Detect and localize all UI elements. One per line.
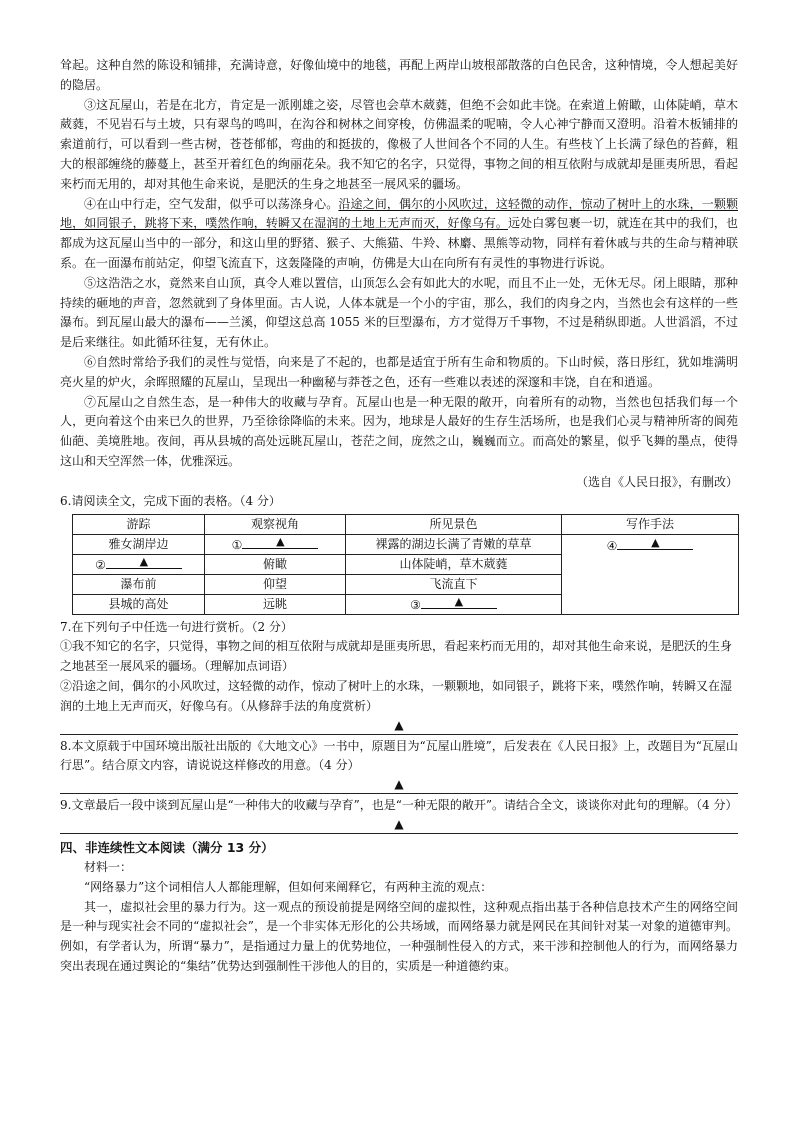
answer-rule — [60, 833, 738, 834]
answer-blank[interactable] — [421, 595, 497, 609]
table-header: 写作手法 — [562, 514, 739, 534]
answer-rule — [60, 793, 738, 794]
answer-blank[interactable] — [106, 555, 182, 569]
material-paragraph-1: “网络暴力”这个词相信人人都能理解，但如何来阐释它，有两种主流的观点： — [84, 879, 493, 894]
table-header: 观察视角 — [205, 514, 346, 534]
question-6-prompt: 6.请阅读全文，完成下面的表格。（4 分） — [60, 493, 281, 508]
answer-line-8[interactable]: ▲ — [394, 777, 404, 792]
answer-marker: ▲ — [454, 594, 464, 608]
answer-marker: ▲ — [651, 535, 660, 549]
table-row — [73, 534, 739, 554]
question-9-prompt: 9.文章最后一段中谈到瓦屋山是“一种伟大的收藏与孕育”，也是“一种无限的敞开”。请结合全文，谈谈你对此句的理解。（4 分） — [60, 798, 738, 813]
answer-line-9[interactable]: ▲ — [394, 816, 404, 831]
table-cell: 飞流直下 — [346, 574, 562, 594]
travel-table — [72, 514, 739, 615]
answer-rule — [60, 734, 738, 735]
table-header-row — [73, 514, 739, 534]
passage-paragraph-6: ⑥自然时常给予我们的灵性与觉悟，向来是了不起的，也都是适宜于所有生命和物质的。下山时候，落日彤红，犹如堆满明亮火星的炉火，余晖照耀的瓦屋山，呈现出一种幽秘与莽苍之色，还有一些难以表述的深邃和丰饶，自在和逍遥。 — [60, 354, 738, 389]
table-cell-blank-2[interactable]: ② ▲ — [73, 554, 205, 574]
table-header: 游踪 — [73, 514, 205, 534]
table-cell: 瀑布前 — [73, 574, 205, 594]
question-7-option-1: ①我不知它的名字，只觉得，事物之间的相互依附与成就却是匪夷所思，看起来朽而无用的，却对其他生命来说，是肥沃的生身之地甚至一展风采的疆场。（理解加点词语） — [60, 639, 733, 674]
section-4-heading: 四、非连续性文本阅读（满分 13 分） — [60, 839, 274, 855]
answer-blank[interactable] — [617, 536, 693, 550]
table-cell: 仰望 — [205, 574, 346, 594]
answer-marker: ▲ — [276, 534, 285, 548]
answer-marker: ▲ — [139, 554, 149, 568]
table-cell: 雅女湖岸边 — [73, 534, 205, 554]
source-note: （选自《人民日报》，有删改） — [575, 474, 738, 489]
question-7-option-2: ②沿途之间，偶尔的小风吹过，这轻微的动作，惊动了树叶上的水珠，一颗颗地，如同银子，跳将下来，噗然作响，转瞬又在湿润的土地上无声而灭，好像乌有。（从修辞手法的角度赏析） — [60, 678, 733, 713]
paragraph-4-rest: 远处白雾包裹一切，就连在其中的我们，也都成为这瓦屋山当中的一部分，和这山里的野猪、猴子、大熊猫、牛羚、林麝、黑熊等动物，同样有着休戚与共的生命与精神联系。在一面瀑布前站定，仰望飞流直下，这轰隆隆的声响，仿佛是大山在向所有有灵性的事物进行诉说。 — [60, 216, 738, 270]
table-cell-blank-4[interactable]: ④ ▲ — [562, 534, 739, 614]
table-cell: 裸露的湖边长满了青嫩的草草 — [346, 534, 562, 554]
table-cell: 远眺 — [205, 594, 346, 614]
question-7-prompt: 7.在下列句子中任选一句进行赏析。（2 分） — [60, 619, 293, 634]
passage-paragraph-continued: 耸起。这种自然的陈设和铺排，充满诗意，好像仙境中的地毯，再配上两岸山坡根部散落的白色民舍，这种情境，令人想起美好的隐居。 — [60, 58, 738, 92]
table-cell-blank-1[interactable]: ① ▲ — [205, 534, 346, 554]
table-header: 所见景色 — [346, 514, 562, 534]
material-label: 材料一： — [84, 859, 133, 874]
underlined-sentence: 沿途之间，偶尔的小风吹过，这轻微的动作，惊动了树叶上的水珠，一颗颗地，如同银子，跳将下来，噗然作响，转瞬又在湿润的土地上无声而灭，好像乌有。 — [60, 196, 738, 231]
table-cell-blank-3[interactable]: ③ ▲ — [346, 594, 562, 614]
passage-paragraph-7: ⑦瓦屋山之自然生态，是一种伟大的收藏与孕育。瓦屋山也是一种无限的敞开，向着所有的动物，当然也包括我们每一个人，更向着这个由来已久的世界，乃至徐徐降临的未来。因为，地球是人最好的生存生活场所，也是我们心灵与精神所寄的阆苑仙葩、美境胜地。夜间，再从县城的高处远眺瓦屋山，苍茫之间，庞然之山，巍巍而立。而高处的繁星，似乎飞舞的墨点，使得这山和天空浑然一体，优雅深远。 — [60, 394, 738, 468]
answer-blank[interactable] — [242, 535, 318, 549]
passage-paragraph-4 — [60, 195, 738, 274]
question-8-prompt: 8.本文原载于中国环境出版社出版的《大地文心》一书中，原题目为“瓦屋山胜境”，后发表在《人民日报》上，改题目为“瓦屋山行思”。结合原文内容，请说说这样修改的用意。（4 分） — [60, 738, 738, 773]
table-cell: 俯瞰 — [205, 554, 346, 574]
material-paragraph-2: 其一，虚拟社会里的暴力行为。这一观点的预设前提是网络空间的虚拟性，这种观点指出基于各种信息技术产生的网络空间是一种与现实社会不同的“虚拟社会”，是一个非实体无形化的公共场域，而网络暴力就是网民在其间针对某一对象的道德审判。例如，有学者认为，所谓“暴力”，是指通过力量上的优势地位，一种强制性侵入的方式，来干涉和控制他人的行为，而网络暴力突出表现在通过舆论的“集结”优势达到强制性干涉他人的目的，实质是一种道德约束。 — [60, 899, 738, 973]
table-cell: 县城的高处 — [73, 594, 205, 614]
table-cell: 山体陡峭，草木葳蕤 — [346, 554, 562, 574]
passage-paragraph-3: ③这瓦屋山，若是在北方，肯定是一派刚雄之姿，尽管也会草木葳蕤，但绝不会如此丰饶。在索道上俯瞰，山体陡峭，草木葳蕤，不见岩石与土坡，只有翠鸟的鸣叫，在沟谷和树林之间穿梭，仿佛温柔的呢喃，令人心神宁静而又澄明。沿着木板铺排的索道前行，可以看到一些古树，苍苍郁郁，弯曲的和挺拔的，像极了人世间各个不同的人生。有些枝丫上长满了绿色的苔藓，粗大的根部缠绕的藤蔓上，甚至开着红色的绚丽花朵。我不知它的名字，只觉得，事物之间的相互依附与成就却是匪夷所思，看起来朽而无用的，却对其他生命来说，是肥沃的生身之地甚至一展风采的疆场。 — [60, 97, 738, 191]
exam-page — [60, 56, 738, 977]
answer-line-7[interactable]: ▲ — [394, 717, 404, 732]
paragraph-4-lead: ④在山中行走，空气发甜，似乎可以荡涤身心。 — [84, 196, 339, 211]
passage-paragraph-5: ⑤这浩浩之水，竟然来自山顶，真令人难以置信，山顶怎么会有如此大的水呢，而且不止一处，无休无尽。闭上眼睛，那种持续的砸地的声音，忽然就到了身体里面。古人说，人体本就是一个小的宇宙，那么，我们的肉身之内，当然也会有这样的一些瀑布。到瓦屋山最大的瀑布——兰溪，仰望这总高 1055 米的巨型瀑布，方才觉得万千事物，不过是稍纵即逝。人世滔滔，不过是后来继往。如此循环往复，无有休止。 — [60, 275, 738, 350]
